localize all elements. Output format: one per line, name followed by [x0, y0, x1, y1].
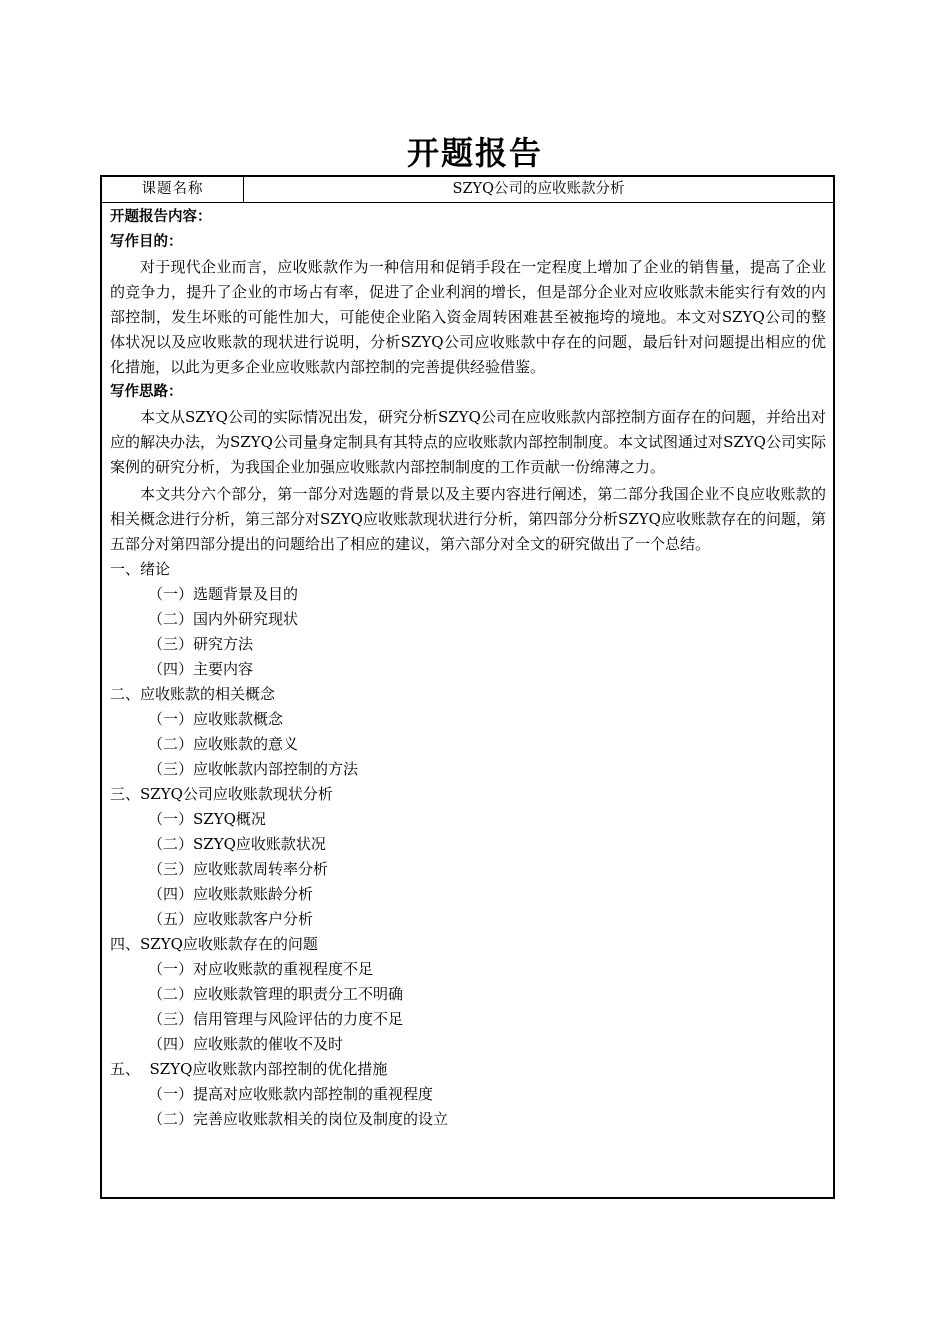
outline-item: （一）对应收账款的重视程度不足 — [148, 960, 374, 978]
outline-item: （二）国内外研究现状 — [148, 610, 299, 628]
topic-row — [102, 177, 833, 203]
outline-item: （四）主要内容 — [148, 660, 254, 678]
report-body — [110, 205, 826, 1132]
outline-item: （三）信用管理与风险评估的力度不足 — [148, 1010, 404, 1028]
outline-item: （三）研究方法 — [148, 635, 254, 653]
outline-item: （二）应收账款管理的职责分工不明确 — [148, 985, 404, 1003]
outline-section-1: 一、绪论 — [110, 560, 171, 578]
idea-paragraph-1 — [110, 405, 826, 480]
purpose-heading: 写作目的： — [110, 234, 183, 250]
outline-section-2: 二、应收账款的相关概念 — [110, 685, 276, 703]
outline-item: （五）应收账款客户分析 — [148, 910, 314, 928]
idea-text-1: 本文从SZYQ公司的实际情况出发，研究分析SZYQ公司在应收账款内部控制方面存在的问题，并给出对应的解决办法，为SZYQ公司量身定制具有其特点的应收账款内部控制制度。本文试图通过对SZYQ公司实际案例的研究分析，为我国企业加强应收账款内部控制制度的工作贡献一份绵薄之力。 — [110, 408, 826, 476]
purpose-text: 对于现代企业而言，应收账款作为一种信用和促销手段在一定程度上增加了企业的销售量，提高了企业的竞争力，提升了企业的市场占有率，促进了企业利润的增长，但是部分企业对应收账款未能实行有效的内部控制，发生坏账的可能性加大，可能使企业陷入资金周转困难甚至被拖垮的境地。本文对SZYQ公司的整体状况以及应收账款的现状进行说明，分析SZYQ公司应收账款中存在的问题，最后针对问题提出相应的优化措施，以此为更多企业应收账款内部控制的完善提供经验借鉴。 — [110, 258, 826, 376]
outline-item: （三）应收帐款内部控制的方法 — [148, 760, 359, 778]
outline-item: （四）应收账款的催收不及时 — [148, 1035, 344, 1053]
topic-value: SZYQ公司的应收账款分析 — [452, 181, 625, 197]
outline-section-4: 四、SZYQ应收账款存在的问题 — [110, 935, 318, 953]
page-title: 开题报告 — [406, 134, 543, 172]
purpose-paragraph — [110, 255, 826, 380]
topic-label: 课题名称 — [102, 177, 244, 202]
report-table — [100, 175, 835, 1199]
outline-item: （四）应收账款账龄分析 — [148, 885, 314, 903]
outline-item: （一）提高对应收账款内部控制的重视程度 — [148, 1085, 434, 1103]
outline-item: （二）应收账款的意义 — [148, 735, 299, 753]
idea-heading: 写作思路： — [110, 384, 183, 400]
idea-paragraph-2 — [110, 482, 826, 557]
outline-item: （二）完善应收账款相关的岗位及制度的设立 — [148, 1110, 449, 1128]
outline-item: （一）SZYQ概况 — [148, 810, 266, 828]
outline-section-3: 三、SZYQ公司应收账款现状分析 — [110, 785, 333, 803]
content-heading: 开题报告内容： — [110, 209, 212, 225]
outline-section-5: 五、 SZYQ应收账款内部控制的优化措施 — [110, 1060, 388, 1078]
outline-item: （一）应收账款概念 — [148, 710, 284, 728]
outline-item: （三）应收账款周转率分析 — [148, 860, 329, 878]
idea-text-2: 本文共分六个部分，第一部分对选题的背景以及主要内容进行阐述，第二部分我国企业不良应收账款的相关概念进行分析，第三部分对SZYQ应收账款现状进行分析，第四部分分析SZYQ应收账款存在的问题，第五部分对第四部分提出的问题给出了相应的建议，第六部分对全文的研究做出了一个总结。 — [110, 485, 826, 553]
outline-item: （一）选题背景及目的 — [148, 585, 299, 603]
outline-item: （二）SZYQ应收账款状况 — [148, 835, 326, 853]
